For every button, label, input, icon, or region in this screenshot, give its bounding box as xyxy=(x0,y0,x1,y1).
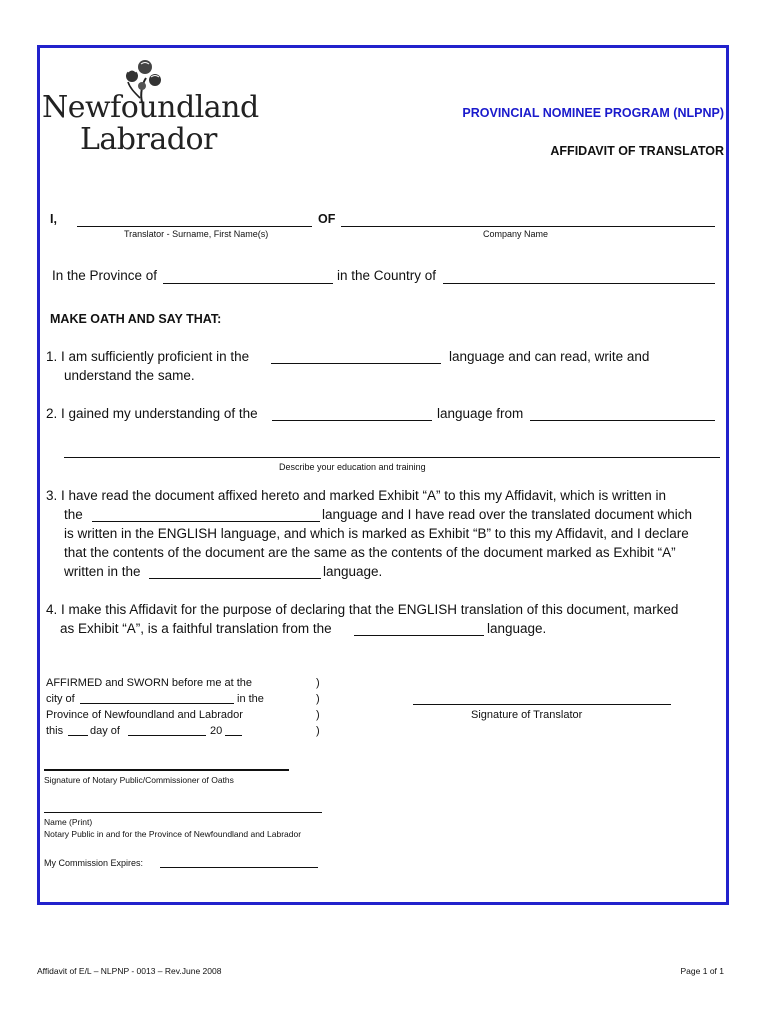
item4-text-b2: language. xyxy=(487,621,547,636)
i-label: I, xyxy=(50,212,57,226)
sworn-year-prefix: 20 xyxy=(210,725,223,737)
sworn-line1: AFFIRMED and SWORN before me at the xyxy=(46,677,253,689)
footer-page-number: Page 1 of 1 xyxy=(680,966,724,976)
item2-from-line[interactable] xyxy=(530,420,715,421)
item2-text-b: language from xyxy=(437,406,524,421)
item3-written-line[interactable] xyxy=(149,578,321,579)
sworn-this-label: this xyxy=(46,725,64,737)
item1-language-line[interactable] xyxy=(271,363,441,364)
education-caption: Describe your education and training xyxy=(279,462,426,472)
translator-signature-line[interactable] xyxy=(413,704,671,705)
item4-text-a: 4. I make this Affidavit for the purpose of declaring that the ENGLISH translation of this document, marked xyxy=(46,602,679,617)
item4-text-b1: as Exhibit “A”, is a faithful translation from the xyxy=(60,621,332,636)
notary-signature-caption: Signature of Notary Public/Commissioner of Oaths xyxy=(44,775,234,785)
item3-text-e1: written in the xyxy=(64,564,141,579)
translator-caption: Translator - Surname, First Name(s) xyxy=(124,229,269,239)
sworn-in-the: in the xyxy=(237,693,264,705)
item3-language-line[interactable] xyxy=(92,521,320,522)
sworn-day-line[interactable] xyxy=(68,735,88,736)
item1-text-a: 1. I am sufficiently proficient in the xyxy=(46,349,250,364)
sworn-city-label: city of xyxy=(46,693,75,705)
affidavit-title: AFFIDAVIT OF TRANSLATOR xyxy=(550,144,724,158)
item3-text-b2: language and I have read over the translated document which xyxy=(322,507,692,522)
sworn-year-line[interactable] xyxy=(225,735,242,736)
sworn-city-line[interactable] xyxy=(80,703,234,704)
item1-text-c: understand the same. xyxy=(64,368,195,383)
item3-text-d: that the contents of the document are the same as the contents of the document marked as Exhibit “A” xyxy=(64,545,676,560)
province-line[interactable] xyxy=(163,283,333,284)
logo-labrador: Labrador xyxy=(80,122,217,157)
paren-1: ) xyxy=(316,677,320,689)
item3-text-e2: language. xyxy=(323,564,383,579)
of-label: OF xyxy=(318,212,336,226)
item3-text-b1: the xyxy=(64,507,83,522)
notary-signature-line[interactable] xyxy=(44,769,289,771)
notary-name-line[interactable] xyxy=(44,812,322,813)
paren-4: ) xyxy=(316,725,320,737)
footer-form-id: Affidavit of E/L – NLPNP - 0013 – Rev.June 2008 xyxy=(37,966,222,976)
item1-text-b: language and can read, write and xyxy=(449,349,650,364)
sworn-day-of: day of xyxy=(90,725,120,737)
translator-signature-caption: Signature of Translator xyxy=(471,709,583,721)
province-label: In the Province of xyxy=(52,268,158,283)
commission-line[interactable] xyxy=(160,867,318,868)
item3-text-a: 3. I have read the document affixed hereto and marked Exhibit “A” to this my Affidavit, which is written in xyxy=(46,488,667,503)
commission-label: My Commission Expires: xyxy=(44,858,144,868)
item2-text-a: 2. I gained my understanding of the xyxy=(46,406,258,421)
item3-text-c: is written in the ENGLISH language, and which is marked as Exhibit “B” to this my Affidavit, and I declare xyxy=(64,526,689,541)
sworn-month-line[interactable] xyxy=(128,735,206,736)
company-name-line[interactable] xyxy=(341,226,715,227)
country-line[interactable] xyxy=(443,283,715,284)
item2-language-line[interactable] xyxy=(272,420,432,421)
notary-name-caption: Name (Print) xyxy=(44,817,93,827)
item4-language-line[interactable] xyxy=(354,635,484,636)
notary-for-caption: Notary Public in and for the Province of Newfoundland and Labrador xyxy=(44,829,302,839)
company-caption: Company Name xyxy=(483,229,549,239)
paren-3: ) xyxy=(316,709,320,721)
oath-heading: MAKE OATH AND SAY THAT: xyxy=(50,312,222,326)
logo-newfoundland: Newfoundland xyxy=(42,90,259,125)
education-line[interactable] xyxy=(64,457,720,458)
program-title: PROVINCIAL NOMINEE PROGRAM (NLPNP) xyxy=(462,106,724,120)
translator-name-line[interactable] xyxy=(77,226,312,227)
sworn-province: Province of Newfoundland and Labrador xyxy=(46,709,243,721)
country-label: in the Country of xyxy=(337,268,437,283)
paren-2: ) xyxy=(316,693,320,705)
